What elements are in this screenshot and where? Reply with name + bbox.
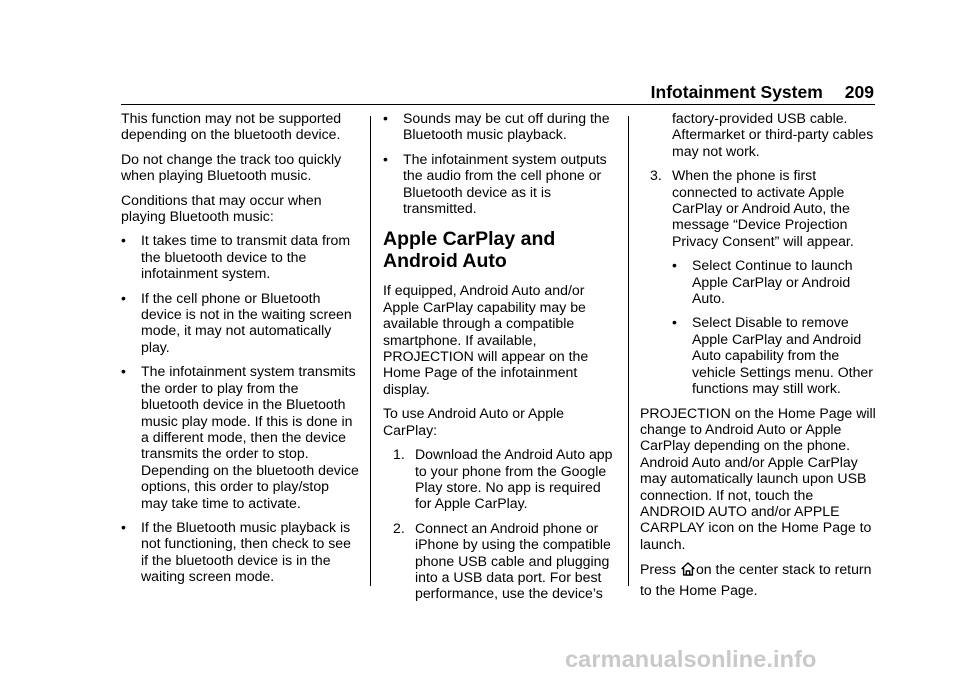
bullet-marker: • (121, 232, 126, 249)
step-text: factory-provided USB cable. Aftermarket or third-party cables may not work. (672, 110, 874, 159)
bullet-marker: • (121, 518, 126, 535)
numbered-step (383, 520, 619, 602)
page-header (0, 82, 874, 103)
bullet-text: It takes time to transmit data from the bluetooth device to the infotainment system. (141, 232, 351, 282)
bullet-item (121, 519, 359, 585)
bullet-text: The infotainment system transmits the order to play from the bluetooth device in the Bluetooth music play mode. If this is done in a different mode, then the device transmits the order to stop. Depending on the bluetooth device options, this order to play/stop may take time to activate. (141, 363, 359, 511)
bullet-marker: • (383, 150, 388, 167)
bullet-item (383, 151, 619, 217)
paragraph: To use Android Auto or Apple CarPlay: (383, 405, 565, 438)
column-divider-2 (628, 116, 629, 586)
bullet-marker: • (121, 363, 126, 380)
section-title: Infotainment System (650, 82, 823, 102)
bullet-text: If the cell phone or Bluetooth device is not in the waiting screen mode, it may not automatically play. (141, 289, 352, 355)
bullet-item (121, 232, 359, 281)
column-2 (383, 110, 619, 610)
column-divider-1 (370, 116, 371, 586)
bullet-text: Select Continue to launch Apple CarPlay or Android Auto. (692, 257, 853, 307)
paragraph: This function may not be supported depending on the bluetooth device. (121, 110, 342, 143)
sub-bullet-item (640, 314, 880, 396)
step-number: 1. (393, 446, 405, 463)
watermark: carmanualsonline.info (565, 646, 817, 672)
bullet-text: If the Bluetooth music playback is not functioning, then check to see if the bluetooth device is in the waiting screen mode. (141, 518, 351, 585)
step-number: 3. (650, 167, 662, 184)
paragraph: PROJECTION on the Home Page will change to Android Auto or Apple CarPlay depending on the phone. Android Auto and/or Apple CarPlay may automatically launch upon USB connection. If not, touch the ANDROID AUTO and/or APPLE CARPLAY icon on the Home Page to launch. (640, 404, 876, 552)
column-3 (640, 110, 880, 608)
sub-bullet-item (640, 257, 880, 306)
bullet-marker: • (121, 289, 126, 306)
bullet-marker: • (672, 314, 677, 331)
step-text: Download the Android Auto app to your phone from the Google Play store. No app is required for Apple CarPlay. (415, 446, 613, 512)
paragraph: Do not change the track too quickly when playing Bluetooth music. (121, 150, 342, 184)
paragraph: If equipped, Android Auto and/or Apple CarPlay capability may be available through a compatible smartphone. If available, PROJECTION will appear on the Home Page of the infotainment display. (383, 282, 589, 397)
press-text: Press (640, 561, 677, 578)
bullet-text: The infotainment system outputs the audio from the cell phone or Bluetooth device as it is transmitted. (403, 150, 607, 217)
bullet-item (121, 290, 359, 356)
bullet-text: Sounds may be cut off during the Bluetooth music playback. (403, 110, 610, 143)
bullet-marker: • (672, 257, 677, 274)
home-icon (681, 562, 695, 581)
step-number: 2. (393, 519, 405, 536)
numbered-step (383, 446, 619, 512)
paragraph (640, 560, 880, 600)
bullet-marker: • (383, 110, 388, 126)
header-rule (121, 104, 875, 105)
bullet-text: Select Disable to remove Apple CarPlay and Android Auto capability from the vehicle Settings menu. Other functions may still work. (692, 314, 873, 397)
column-1 (121, 110, 359, 593)
page-number: 209 (844, 82, 874, 102)
step-text: When the phone is first connected to activate Apple CarPlay or Android Auto, the message “Device Projection Privacy Consent” will appear. (672, 167, 854, 249)
press-text-rest: on the center stack to return to the Home Page. (640, 561, 872, 599)
bullet-item (121, 363, 359, 511)
numbered-step-continued (640, 110, 880, 159)
numbered-step (640, 167, 880, 249)
bullet-item (383, 110, 619, 143)
paragraph: Conditions that may occur when playing Bluetooth music: (121, 191, 322, 225)
section-heading: Apple CarPlay and Android Auto (383, 228, 556, 273)
step-text: Connect an Android phone or iPhone by using the compatible phone USB cable and plugging into a USB data port. For best performance, use the device’s (415, 519, 611, 602)
